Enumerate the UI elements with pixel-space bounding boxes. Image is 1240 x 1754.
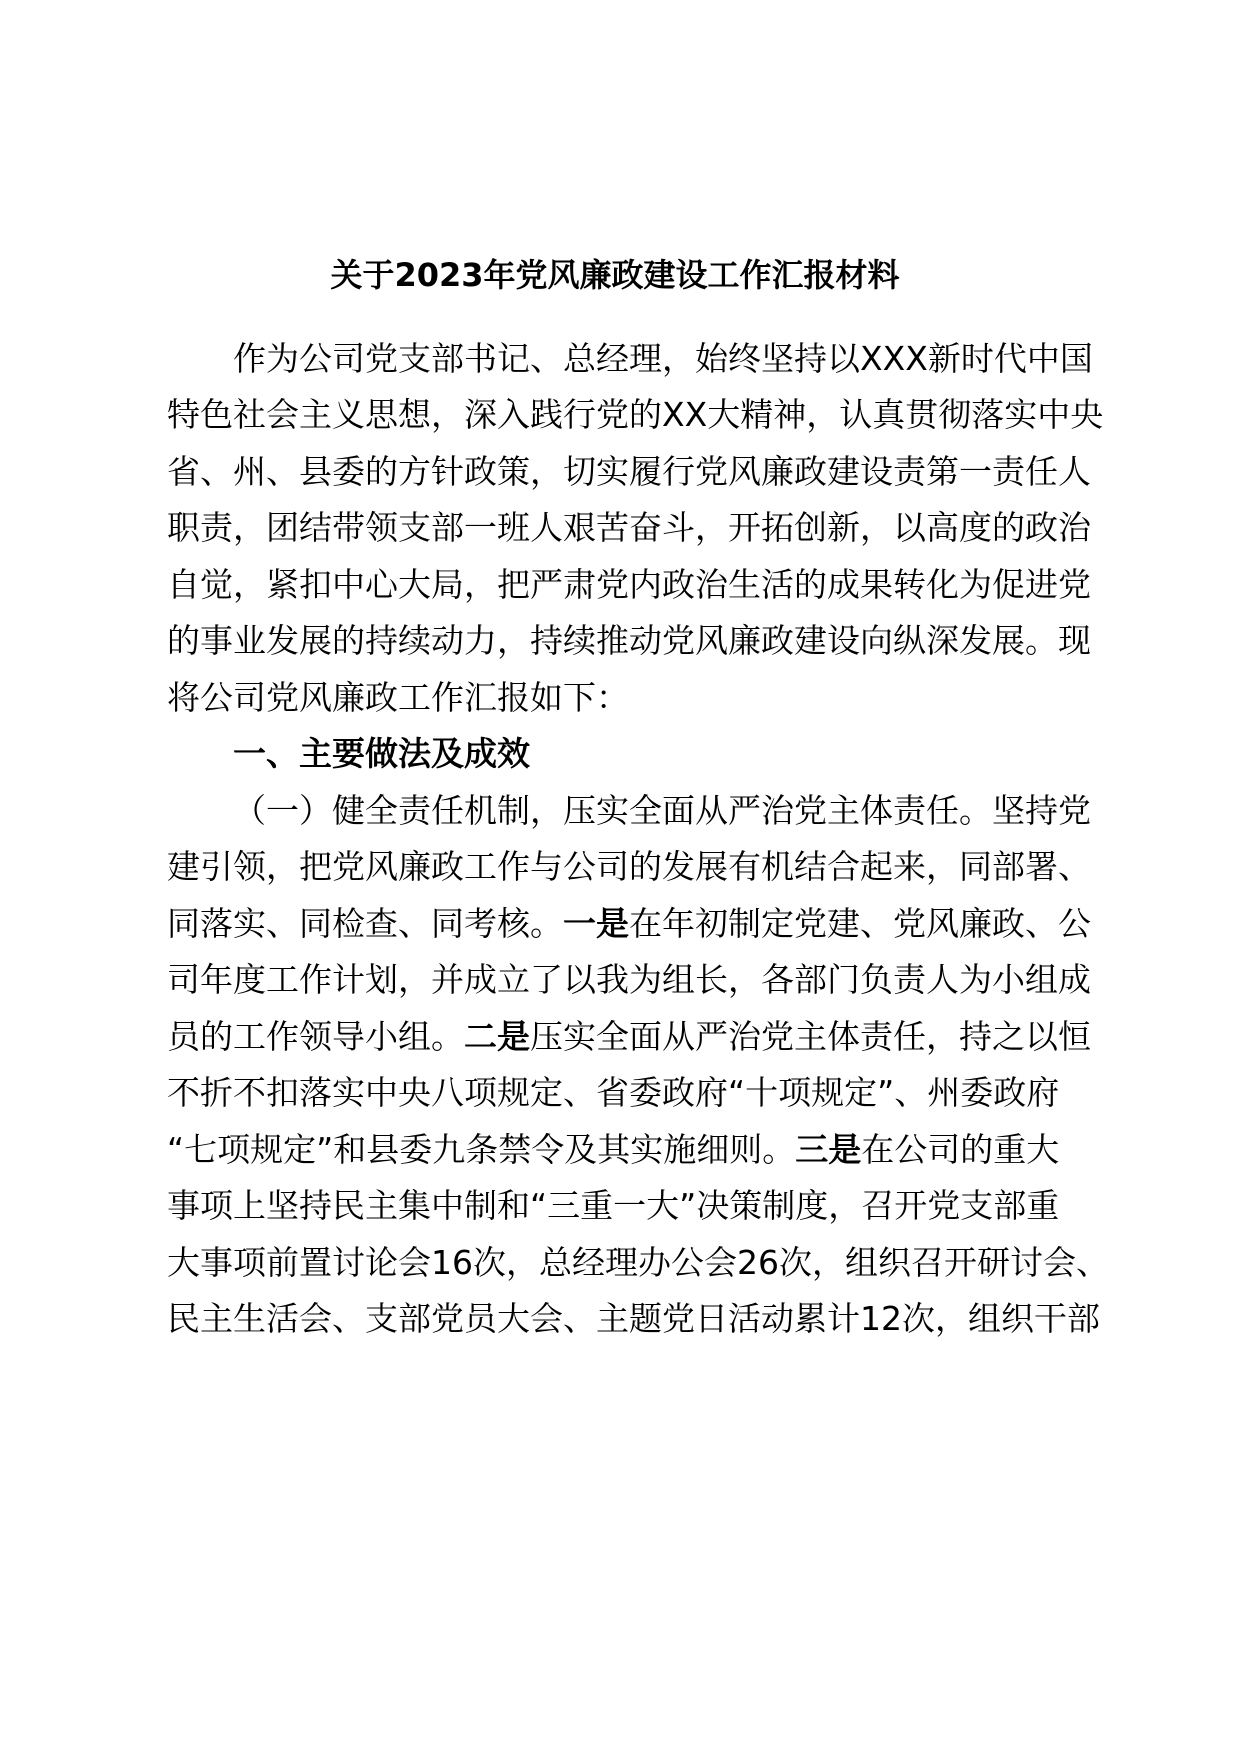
body-text: 员的工作领导小组。	[167, 1017, 464, 1056]
body-line: 的事业发展的持续动力，持续推动党风廉政建设向纵深发展。现	[167, 621, 1091, 660]
body-line: 不折不扣落实中央八项规定、省委政府“十项规定”、州委政府	[167, 1073, 1060, 1112]
body-line: 作为公司党支部书记、总经理，始终坚持以XXX新时代中国	[233, 339, 1093, 378]
body-line: 建引领，把党风廉政工作与公司的发展有机结合起来，同部署、	[167, 847, 1091, 886]
body-line: 事项上坚持民主集中制和“三重一大”决策制度，召开党支部重	[167, 1186, 1060, 1225]
body-text: 压实全面从严治党主体责任，持之以恒	[530, 1017, 1091, 1056]
body-line: 特色社会主义思想，深入践行党的XX大精神，认真贯彻落实中央	[167, 395, 1104, 434]
body-text: “七项规定”和县委九条禁令及其实施细则。	[167, 1130, 796, 1169]
body-line: （一）健全责任机制，压实全面从严治党主体责任。坚持党	[233, 791, 1091, 830]
section-heading: 一、主要做法及成效	[233, 734, 530, 773]
body-line: 自觉，紧扣中心大局，把严肃党内政治生活的成果转化为促进党	[167, 565, 1091, 604]
body-text: 同落实、同检查、同考核。	[167, 904, 563, 943]
body-line: 职责，团结带领支部一班人艰苦奋斗，开拓创新，以高度的政治	[167, 508, 1091, 547]
emphasis-text: 二是	[464, 1017, 530, 1056]
body-line: 大事项前置讨论会16次，总经理办公会26次，组织召开研讨会、	[167, 1243, 1109, 1282]
body-line	[167, 1005, 1091, 1069]
body-line: 民主生活会、支部党员大会、主题党日活动累计12次，组织干部	[167, 1299, 1100, 1338]
body-line	[167, 892, 1091, 956]
emphasis-text: 一是	[563, 904, 629, 943]
body-line	[167, 1118, 1059, 1182]
document-title: 关于2023年党风廉政建设工作汇报材料	[330, 256, 900, 294]
body-line: 司年度工作计划，并成立了以我为组长，各部门负责人为小组成	[167, 960, 1091, 999]
body-line: 省、州、县委的方针政策，切实履行党风廉政建设责第一责任人	[167, 452, 1091, 491]
body-text: 在年初制定党建、党风廉政、公	[629, 904, 1091, 943]
emphasis-text: 三是	[795, 1130, 862, 1169]
body-text: 在公司的重大	[861, 1130, 1060, 1169]
body-line: 将公司党风廉政工作汇报如下：	[167, 678, 629, 717]
